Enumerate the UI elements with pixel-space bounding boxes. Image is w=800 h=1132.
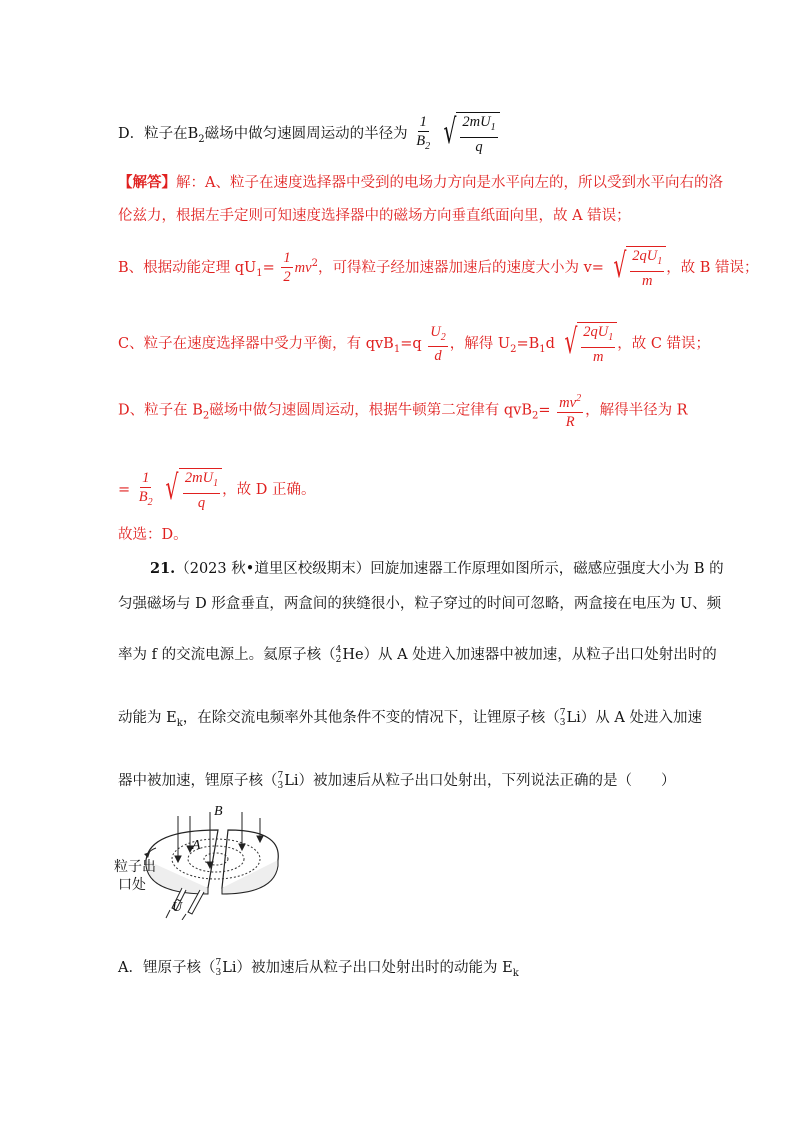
answer-c: C、粒子在速度选择器中受力平衡，有 qvB$_1$=q $\frac{U_2}{d}$ ，解得 $U_2=B_1d$ √ $\frac{2qU_1}{m}$ ，故 C 错误； xyxy=(118,322,711,365)
lithium-isotope: 7 3 Li xyxy=(277,771,299,791)
q21-line-3: 率为 f 的交流电源上。氦原子核（ 4 2 He ）从 A 处进入加速器中被加速，从粒子出口处射出时的 xyxy=(118,645,717,665)
lithium-isotope: 7 3 Li xyxy=(559,708,581,728)
cyclotron-diagram xyxy=(110,804,290,920)
q21-line-1: 21.（2023 秋•道里区校级期末）回旋加速器工作原理如图所示，磁感应强度大小为 B 的 xyxy=(150,560,724,577)
answer-b: B、根据动能定理 $qU_1=$ $\frac{1}{2}$ $mv^2$，可得粒子经加速器加速后的速度大小为 v= √ $\frac{2qU_1}{m}$ ，故 B 错误； xyxy=(118,246,759,289)
question-number: 21. xyxy=(150,560,176,577)
exit-label-2: 口处 xyxy=(118,877,146,893)
fraction: $\frac{1}{B_2}$ xyxy=(416,113,431,152)
q21-line-2: 匀强磁场与 D 形盒垂直，两盒间的狭缝很小，粒子穿过的时间可忽略，两盒接在电压为 U、频 xyxy=(118,596,722,612)
answer-label: 【解答】 xyxy=(118,174,176,191)
option-a: A．锂原子核（ 7 3 Li ）被加速后从粒子出口处射出时的动能为 $E_k$ xyxy=(118,958,519,979)
answer-line-2: 伦兹力，根据左手定则可知速度选择器中的磁场方向垂直纸面向里，故 A 错误； xyxy=(118,208,631,224)
answer-e: = $\frac{1}{B_2}$ √ $\frac{2mU_1}{q}$ ，故 D 正确。 xyxy=(118,468,316,511)
sqrt: √ $\frac{2mU_1}{q}$ xyxy=(439,112,500,156)
helium-isotope: 4 2 He xyxy=(335,645,364,665)
answer-choice: 故选：D。 xyxy=(118,527,188,543)
b-field-label: B xyxy=(214,804,223,819)
option-d: D．粒子在$B_2$磁场中做匀速圆周运动的半径为 $\frac{1}{B_2}$ √ $\frac{2mU_1}{q}$ xyxy=(118,112,500,156)
a-point-label: A xyxy=(192,838,201,853)
q21-line-4: 动能为 $E_k$，在除交流电频率外其他条件不变的情况下，让锂原子核（ 7 3 Li ）从 A 处进入加速 xyxy=(118,708,702,729)
lithium-isotope: 7 3 Li xyxy=(215,958,237,978)
answer-d: D、粒子在 $B_2$磁场中做匀速圆周运动，根据牛顿第二定律有 qvB$_2$= $\frac{mv^2}{R}$ ，解得半径为 R xyxy=(118,390,688,431)
answer-line-1: 【解答】解：A、粒子在速度选择器中受到的电场力方向是水平向左的，所以受到水平向右的洛 xyxy=(118,174,723,191)
voltage-label: Ũ xyxy=(172,900,183,915)
exit-label-1: 粒子出 xyxy=(114,859,156,875)
q21-line-5: 器中被加速，锂原子核（ 7 3 Li ）被加速后从粒子出口处射出，下列说法正确的是（ ） xyxy=(118,771,676,791)
